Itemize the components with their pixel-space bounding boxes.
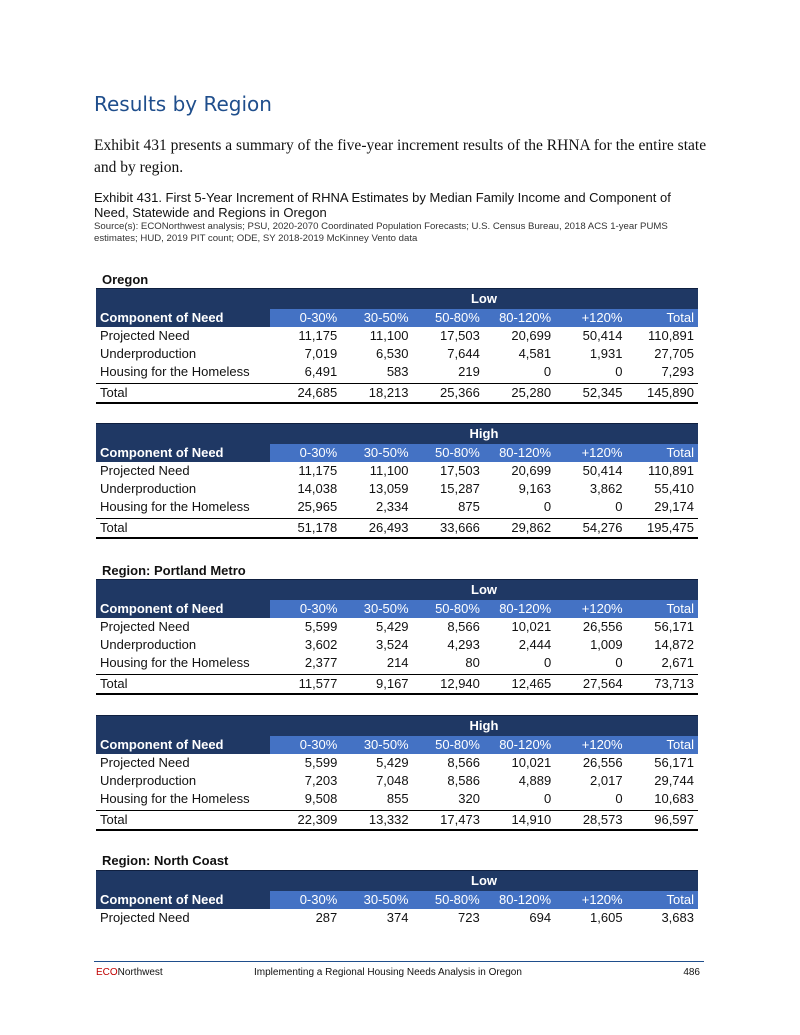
column-header: 80-120%: [484, 444, 555, 462]
total-label: Total: [96, 675, 270, 695]
column-header: 0-30%: [270, 444, 341, 462]
income-band-label: High: [270, 716, 698, 737]
column-header: Component of Need: [96, 736, 270, 754]
cell-value: 2,671: [661, 655, 694, 670]
total-value: 17,473: [413, 811, 484, 831]
column-header: 30-50%: [341, 891, 412, 909]
table-row: [96, 790, 698, 811]
cell-value: 2,017: [590, 773, 623, 788]
cell-value: 8,586: [447, 773, 480, 788]
column-header: 50-80%: [413, 444, 484, 462]
total-value: 51,178: [270, 519, 341, 539]
cell-value: 9,163: [518, 481, 552, 496]
column-header-row: [96, 600, 698, 618]
column-header-row: [96, 736, 698, 754]
cell-value: 55,410: [654, 481, 694, 496]
column-header: 80-120%: [484, 891, 555, 909]
exhibit-source: Source(s): ECONorthwest analysis; PSU, 2020-2070 Coordinated Population Forecasts; U.S. Census Bureau, 2018 ACS 1-year PUMS estimates; HUD, 2019 PIT count; ODE, SY 2018-2019 McKinney Vento data: [94, 221, 668, 244]
cell-value: 0: [615, 499, 623, 514]
cell-value: 9,508: [304, 791, 338, 806]
column-header: Total: [627, 891, 698, 909]
total-value: 26,493: [341, 519, 412, 539]
total-value: 33,666: [413, 519, 484, 539]
cell-value: 110,891: [647, 328, 694, 343]
cell-value: 20,699: [511, 463, 552, 478]
table-portland-low: [96, 579, 698, 695]
component-name: Projected Need: [100, 755, 190, 770]
column-header: +120%: [555, 600, 626, 618]
cell-value: 4,581: [518, 346, 552, 361]
total-value: 18,213: [341, 384, 412, 404]
table-row: [96, 480, 698, 498]
cell-value: 11,100: [369, 463, 409, 478]
total-value: 11,577: [270, 675, 341, 695]
cell-value: 7,644: [447, 346, 480, 361]
cell-value: 56,171: [654, 619, 694, 634]
total-value: 96,597: [627, 811, 698, 831]
cell-value: 2,377: [304, 655, 338, 670]
cell-value: 10,021: [511, 619, 552, 634]
table-row: [96, 345, 698, 363]
cell-value: 0: [543, 364, 552, 379]
cell-value: 13,059: [368, 481, 409, 496]
component-name: Underproduction: [100, 637, 197, 652]
cell-value: 374: [386, 910, 409, 925]
cell-value: 6,530: [375, 346, 409, 361]
cell-value: 20,699: [511, 328, 552, 343]
total-row: [96, 811, 698, 831]
cell-value: 26,556: [582, 619, 623, 634]
column-header: 30-50%: [341, 309, 412, 327]
cell-value: 8,566: [447, 619, 480, 634]
total-value: 12,465: [484, 675, 555, 695]
column-header: Total: [626, 309, 698, 327]
cell-value: 0: [544, 791, 552, 806]
income-band-row: [96, 871, 698, 892]
cell-value: 7,019: [304, 346, 338, 361]
region-label-oregon: Oregon: [102, 272, 149, 287]
cell-value: 6,491: [304, 364, 338, 379]
component-name: Housing for the Homeless: [100, 364, 250, 379]
band-spacer: [96, 580, 270, 601]
column-header: 80-120%: [484, 309, 555, 327]
cell-value: 17,503: [440, 328, 480, 343]
band-spacer: [96, 871, 270, 892]
total-value: 24,685: [270, 384, 341, 404]
income-band-label: Low: [270, 580, 698, 601]
cell-value: 10,683: [654, 791, 694, 806]
total-row: [96, 519, 698, 539]
table-portland-high: [96, 715, 698, 831]
cell-value: 27,705: [654, 346, 694, 361]
cell-value: 3,683: [661, 910, 694, 925]
region-label-portland: Region: Portland Metro: [102, 563, 246, 578]
total-value: 22,309: [270, 811, 341, 831]
cell-value: 0: [544, 655, 552, 670]
total-label: Total: [96, 519, 270, 539]
total-value: 52,345: [555, 384, 626, 404]
total-value: 25,280: [484, 384, 555, 404]
cell-value: 17,503: [440, 463, 480, 478]
total-value: 27,564: [555, 675, 626, 695]
exhibit-title: Exhibit 431. First 5-Year Increment of RHNA Estimates by Median Family Income and Component of Need, Statewide and Regions in Oregon: [94, 190, 671, 220]
cell-value: 11,175: [298, 463, 338, 478]
cell-value: 50,414: [582, 328, 623, 343]
cell-value: 583: [386, 364, 409, 379]
cell-value: 287: [315, 910, 338, 925]
cell-value: 7,048: [376, 773, 409, 788]
column-header: 50-80%: [413, 600, 484, 618]
component-name: Housing for the Homeless: [100, 791, 250, 806]
column-header: 50-80%: [412, 891, 483, 909]
table-row: [96, 754, 698, 772]
section-heading: Results by Region: [94, 92, 272, 116]
component-name: Housing for the Homeless: [100, 499, 250, 514]
table-row: [96, 363, 698, 384]
total-value: 54,276: [555, 519, 626, 539]
table-oregon-low: [96, 288, 698, 404]
cell-value: 3,524: [376, 637, 409, 652]
cell-value: 0: [615, 655, 623, 670]
cell-value: 723: [458, 910, 480, 925]
cell-value: 50,414: [582, 463, 623, 478]
cell-value: 5,599: [304, 755, 338, 770]
column-header: Component of Need: [96, 600, 270, 618]
band-spacer: [96, 716, 270, 737]
total-value: 73,713: [627, 675, 698, 695]
column-header: +120%: [555, 736, 626, 754]
cell-value: 2,444: [518, 637, 552, 652]
column-header: 30-50%: [341, 600, 412, 618]
cell-value: 0: [615, 364, 623, 379]
column-header: Component of Need: [96, 444, 270, 462]
component-name: Projected Need: [100, 328, 190, 343]
band-spacer: [96, 424, 270, 445]
column-header: 0-30%: [270, 891, 341, 909]
total-label: Total: [96, 811, 270, 831]
total-label: Total: [96, 384, 270, 404]
income-band-row: [96, 716, 698, 737]
cell-value: 29,744: [654, 773, 694, 788]
cell-value: 8,566: [447, 755, 480, 770]
intro-paragraph: Exhibit 431 presents a summary of the five-year increment results of the RHNA for the entire state and by region.: [94, 137, 707, 176]
column-header: Component of Need: [96, 891, 270, 909]
cell-value: 56,171: [654, 755, 694, 770]
column-header: 0-30%: [270, 736, 341, 754]
cell-value: 14,872: [654, 637, 694, 652]
cell-value: 214: [386, 655, 409, 670]
footer-title: Implementing a Regional Housing Needs Analysis in Oregon: [254, 967, 522, 978]
band-spacer: [96, 289, 270, 310]
column-header: 0-30%: [270, 600, 341, 618]
table-north-coast-low: [96, 870, 698, 929]
region-label-north-coast: Region: North Coast: [102, 853, 229, 868]
cell-value: 875: [458, 499, 480, 514]
cell-value: 7,203: [304, 773, 338, 788]
cell-value: 11,100: [369, 328, 409, 343]
income-band-label: Low: [270, 871, 698, 892]
column-header: 80-120%: [484, 600, 555, 618]
cell-value: 4,293: [447, 637, 480, 652]
table-row: [96, 327, 698, 345]
column-header: 30-50%: [341, 736, 412, 754]
total-row: [96, 384, 698, 404]
income-band-row: [96, 424, 698, 445]
total-row: [96, 675, 698, 695]
total-value: 145,890: [626, 384, 698, 404]
cell-value: 5,599: [304, 619, 338, 634]
total-value: 14,910: [484, 811, 555, 831]
component-name: Projected Need: [100, 463, 190, 478]
cell-value: 80: [465, 655, 480, 670]
cell-value: 29,174: [654, 499, 694, 514]
cell-value: 26,556: [582, 755, 623, 770]
cell-value: 1,605: [590, 910, 623, 925]
total-value: 13,332: [341, 811, 412, 831]
column-header: Component of Need: [96, 309, 270, 327]
component-name: Projected Need: [100, 910, 190, 925]
page-number: 486: [683, 967, 700, 978]
column-header: +120%: [555, 444, 626, 462]
cell-value: 1,009: [590, 637, 623, 652]
income-band-row: [96, 580, 698, 601]
column-header: Total: [627, 600, 698, 618]
component-name: Underproduction: [100, 346, 197, 361]
footer-brand: ECONorthwest: [96, 967, 163, 978]
table-row: [96, 909, 698, 929]
cell-value: 2,334: [375, 499, 409, 514]
cell-value: 5,429: [376, 755, 409, 770]
cell-value: 0: [615, 791, 623, 806]
component-name: Underproduction: [100, 481, 197, 496]
table-row: [96, 462, 698, 480]
column-header: Total: [626, 444, 698, 462]
cell-value: 15,287: [440, 481, 480, 496]
column-header: 50-80%: [413, 736, 484, 754]
cell-value: 25,965: [297, 499, 338, 514]
column-header-row: [96, 891, 698, 909]
column-header: 30-50%: [341, 444, 412, 462]
cell-value: 219: [458, 364, 480, 379]
column-header-row: [96, 444, 698, 462]
cell-value: 320: [458, 791, 480, 806]
cell-value: 7,293: [661, 364, 694, 379]
table-oregon-high: [96, 423, 698, 539]
cell-value: 10,021: [511, 755, 552, 770]
total-value: 29,862: [484, 519, 555, 539]
table-row: [96, 618, 698, 636]
column-header: 0-30%: [270, 309, 341, 327]
total-value: 9,167: [341, 675, 412, 695]
cell-value: 1,931: [589, 346, 623, 361]
cell-value: 0: [543, 499, 552, 514]
cell-value: 694: [529, 910, 552, 925]
total-value: 25,366: [413, 384, 484, 404]
component-name: Projected Need: [100, 619, 190, 634]
cell-value: 110,891: [647, 463, 694, 478]
column-header: +120%: [555, 891, 627, 909]
table-row: [96, 772, 698, 790]
total-value: 12,940: [413, 675, 484, 695]
income-band-label: High: [270, 424, 698, 445]
column-header: +120%: [555, 309, 626, 327]
column-header: Total: [627, 736, 698, 754]
cell-value: 855: [386, 791, 409, 806]
cell-value: 3,602: [304, 637, 338, 652]
cell-value: 4,889: [518, 773, 552, 788]
page-footer: [94, 961, 704, 982]
column-header: 50-80%: [413, 309, 484, 327]
cell-value: 11,175: [298, 328, 338, 343]
cell-value: 5,429: [376, 619, 409, 634]
income-band-row: [96, 289, 698, 310]
cell-value: 14,038: [297, 481, 338, 496]
income-band-label: Low: [270, 289, 698, 310]
column-header-row: [96, 309, 698, 327]
table-row: [96, 636, 698, 654]
component-name: Underproduction: [100, 773, 197, 788]
component-name: Housing for the Homeless: [100, 655, 250, 670]
cell-value: 3,862: [589, 481, 623, 496]
total-value: 28,573: [555, 811, 626, 831]
column-header: 80-120%: [484, 736, 555, 754]
table-row: [96, 498, 698, 519]
table-row: [96, 654, 698, 675]
total-value: 195,475: [626, 519, 698, 539]
